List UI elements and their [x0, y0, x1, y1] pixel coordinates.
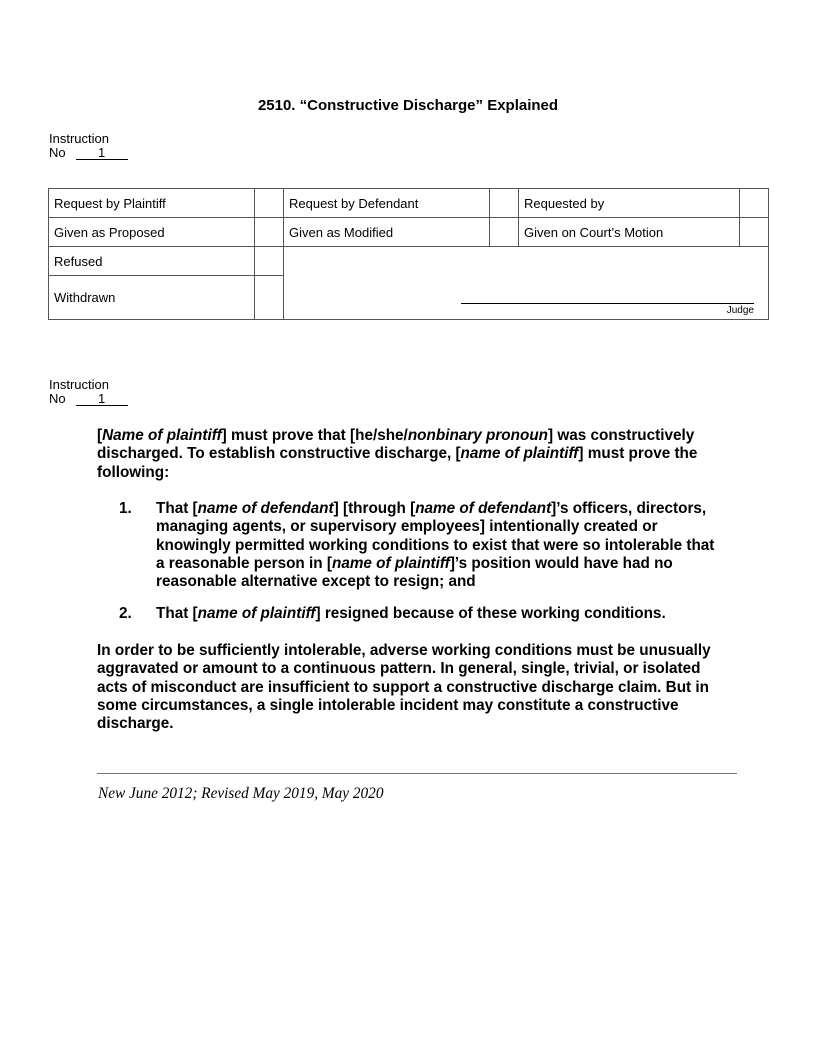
withdrawn-label: Withdrawn	[49, 276, 255, 320]
intolerable-conditions-paragraph: In order to be sufficiently intolerable, adverse working conditions must be unusually aggravated or amount to a continuous pattern. In general, single, trivial, or isolated acts of misconduct are insufficient to support a constructive discharge claim. But in some circumstances, a single intolerable incident may constitute a constructive discharge.	[97, 642, 711, 733]
given-on-courts-motion-label: Given on Court’s Motion	[519, 218, 740, 247]
instruction-number-body	[49, 378, 128, 406]
divider	[97, 773, 737, 774]
request-by-plaintiff-label: Request by Plaintiff	[49, 189, 255, 218]
instruction-no-value: 1	[76, 146, 128, 160]
requested-by-label: Requested by	[519, 189, 740, 218]
list-item-number: 1.	[119, 500, 132, 517]
intro-paragraph: [Name of plaintiff] must prove that [he/she/nonbinary pronoun] was constructively discharged. To establish constructive discharge, [name of plaintiff] must prove the following:	[97, 427, 698, 481]
placeholder-name-of-plaintiff: name of plaintiff	[460, 445, 579, 463]
request-by-plaintiff-checkbox[interactable]	[255, 189, 284, 218]
list-item	[97, 605, 727, 623]
elements-list	[97, 500, 727, 638]
instruction-label: Instruction	[49, 377, 109, 392]
given-as-modified-label: Given as Modified	[284, 218, 490, 247]
placeholder-pronoun: nonbinary pronoun	[407, 427, 549, 444]
requested-by-checkbox[interactable]	[740, 189, 769, 218]
given-as-modified-checkbox[interactable]	[490, 218, 519, 247]
history-note: New June 2012; Revised May 2019, May 2020	[98, 785, 384, 802]
refused-label: Refused	[49, 247, 255, 276]
instruction-number-top	[49, 132, 128, 160]
instruction-no-label: No	[49, 391, 66, 406]
list-item-text: That [name of defendant] [through [name of defendant]’s officers, directors, managing agents, or supervisory employees] intentionally created or knowingly permitted working conditions to exist that were so intolerable that a reasonable person in [name of plaintiff]’s position would have had no reasonable alternative except to resign; and	[156, 500, 715, 591]
placeholder-name-of-plaintiff: Name of plaintiff	[102, 427, 222, 444]
page-title: 2510. “Constructive Discharge” Explained	[257, 97, 559, 114]
list-item	[97, 500, 727, 591]
instruction-no-value: 1	[76, 392, 128, 406]
request-by-defendant-checkbox[interactable]	[490, 189, 519, 218]
judge-signature-line[interactable]	[461, 303, 754, 304]
withdrawn-checkbox[interactable]	[255, 276, 284, 320]
given-as-proposed-label: Given as Proposed	[49, 218, 255, 247]
given-as-proposed-checkbox[interactable]	[255, 218, 284, 247]
judge-label: Judge	[726, 305, 754, 316]
request-by-defendant-label: Request by Defendant	[284, 189, 490, 218]
list-item-number: 2.	[119, 605, 132, 623]
instruction-label: Instruction	[49, 131, 109, 146]
judge-signature-area	[284, 247, 769, 320]
request-table	[48, 188, 769, 320]
given-on-courts-motion-checkbox[interactable]	[740, 218, 769, 247]
refused-checkbox[interactable]	[255, 247, 284, 276]
list-item-text: That [name of plaintiff] resigned because of these working conditions.	[156, 605, 666, 623]
instruction-no-label: No	[49, 145, 66, 160]
